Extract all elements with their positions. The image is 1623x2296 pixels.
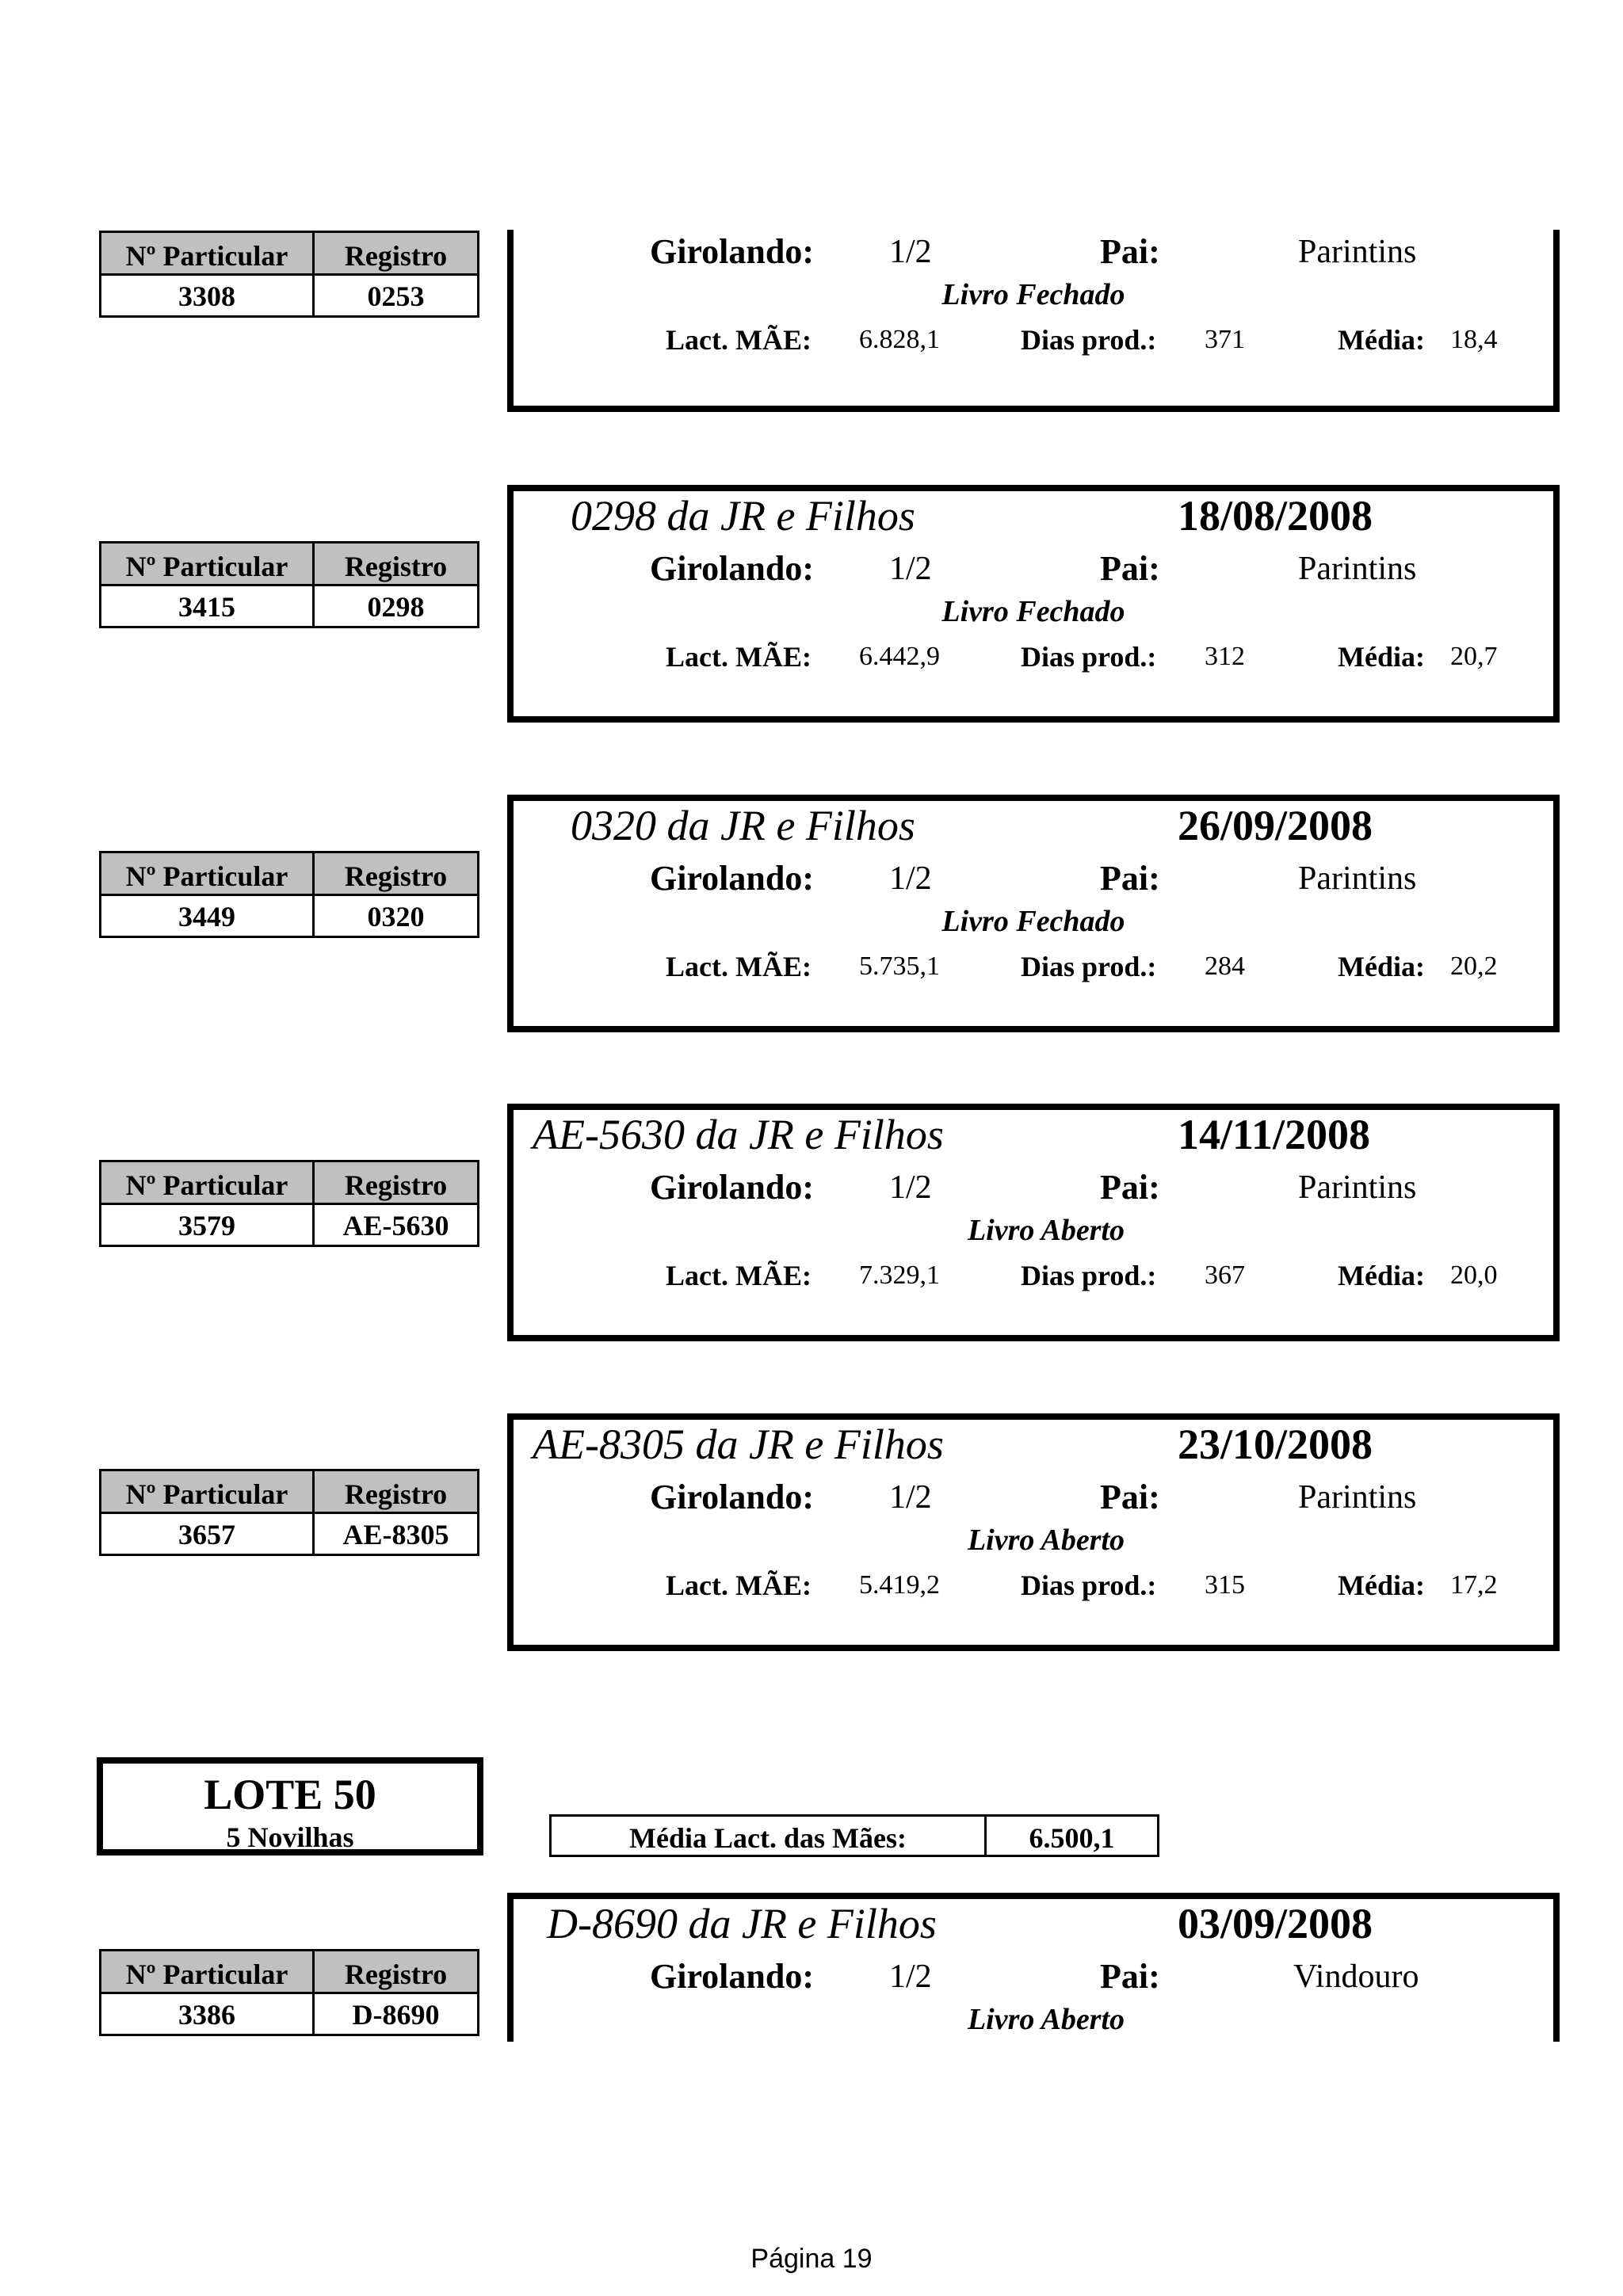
book-status: Livro Fechado <box>941 595 1125 628</box>
sire-label: Pai: <box>1100 859 1160 898</box>
sire-value: Parintins <box>1298 1479 1417 1516</box>
birth-date: 18/08/2008 <box>1178 492 1373 540</box>
sire-value: Parintins <box>1298 551 1417 587</box>
lact-label: Lact. MÃE: <box>666 1569 812 1601</box>
days-value: 367 <box>1205 1261 1245 1290</box>
registro-header: Registro <box>344 1478 448 1510</box>
registro-value: D-8690 <box>352 1999 440 2031</box>
registro-header: Registro <box>344 1958 448 1990</box>
animal-name: D-8690 da JR e Filhos <box>547 1900 937 1947</box>
sire-value: Parintins <box>1298 234 1417 270</box>
particular-value: 3449 <box>178 901 235 933</box>
avg-value: 17,2 <box>1450 1570 1498 1600</box>
particular-header: Nº Particular <box>125 1958 288 1990</box>
registro-value: 0320 <box>367 901 425 933</box>
lact-value: 5.419,2 <box>859 1570 940 1600</box>
particular-value: 3657 <box>178 1519 235 1550</box>
id-table <box>99 541 479 628</box>
animal-name: AE-5630 da JR e Filhos <box>533 1111 944 1158</box>
birth-date: 03/09/2008 <box>1178 1900 1373 1947</box>
book-status: Livro Fechado <box>941 278 1125 311</box>
id-table <box>99 851 479 938</box>
id-table <box>99 231 479 318</box>
id-table <box>99 1160 479 1247</box>
registro-header: Registro <box>344 240 448 272</box>
days-label: Dias prod.: <box>1021 951 1157 982</box>
breed-label: Girolando: <box>650 1168 815 1207</box>
days-value: 312 <box>1205 642 1245 671</box>
sire-label: Pai: <box>1100 1478 1160 1516</box>
sire-label: Pai: <box>1100 1957 1160 1996</box>
particular-header: Nº Particular <box>125 551 288 582</box>
registro-value: 0253 <box>367 280 425 312</box>
breed-label: Girolando: <box>650 1478 815 1516</box>
animal-name: 0320 da JR e Filhos <box>571 802 915 849</box>
breed-fraction: 1/2 <box>889 234 932 270</box>
particular-value: 3308 <box>178 280 235 312</box>
breed-fraction: 1/2 <box>889 551 932 587</box>
registro-value: 0298 <box>367 591 425 623</box>
animal-box <box>507 1104 1560 1341</box>
lact-value: 6.828,1 <box>859 325 940 354</box>
lact-label: Lact. MÃE: <box>666 641 812 673</box>
registro-value: AE-8305 <box>342 1519 449 1550</box>
avg-value: 20,7 <box>1450 642 1498 671</box>
page-number: Página 19 <box>750 2244 873 2274</box>
id-table <box>99 1949 479 2036</box>
animal-box <box>507 1893 1560 2042</box>
lote-subtitle: 5 Novilhas <box>226 1821 354 1853</box>
registro-header: Registro <box>344 551 448 582</box>
animal-box <box>507 485 1560 723</box>
days-label: Dias prod.: <box>1021 324 1157 356</box>
particular-header: Nº Particular <box>125 1478 288 1510</box>
breed-fraction: 1/2 <box>889 1479 932 1516</box>
media-lact-label: Média Lact. das Mães: <box>629 1822 907 1854</box>
days-value: 371 <box>1205 325 1245 354</box>
breed-label: Girolando: <box>650 549 815 588</box>
particular-value: 3386 <box>178 1999 235 2031</box>
days-value: 315 <box>1205 1570 1245 1600</box>
breed-label: Girolando: <box>650 859 815 898</box>
avg-value: 20,0 <box>1450 1261 1498 1290</box>
birth-date: 23/10/2008 <box>1178 1421 1373 1468</box>
lact-label: Lact. MÃE: <box>666 951 812 982</box>
breed-fraction: 1/2 <box>889 1169 932 1206</box>
days-label: Dias prod.: <box>1021 1260 1157 1291</box>
lact-label: Lact. MÃE: <box>666 324 812 356</box>
sire-value: Parintins <box>1298 1169 1417 1206</box>
sire-label: Pai: <box>1100 1168 1160 1207</box>
sire-label: Pai: <box>1100 232 1160 271</box>
days-value: 284 <box>1205 952 1245 981</box>
sire-label: Pai: <box>1100 549 1160 588</box>
particular-header: Nº Particular <box>125 240 288 272</box>
media-lact-value: 6.500,1 <box>1029 1822 1115 1854</box>
breed-label: Girolando: <box>650 1957 815 1996</box>
id-table <box>99 1469 479 1556</box>
particular-header: Nº Particular <box>125 860 288 892</box>
animal-name: 0298 da JR e Filhos <box>571 492 915 540</box>
registro-header: Registro <box>344 1169 448 1201</box>
particular-header: Nº Particular <box>125 1169 288 1201</box>
particular-value: 3415 <box>178 591 235 623</box>
breed-label: Girolando: <box>650 232 815 271</box>
media-lact-table <box>549 1814 1159 1857</box>
animal-box <box>507 230 1560 412</box>
avg-label: Média: <box>1338 1569 1425 1601</box>
birth-date: 14/11/2008 <box>1178 1111 1371 1158</box>
breed-fraction: 1/2 <box>889 860 932 897</box>
days-label: Dias prod.: <box>1021 641 1157 673</box>
animal-box <box>507 1413 1560 1651</box>
lote-title: LOTE 50 <box>204 1771 376 1818</box>
lact-label: Lact. MÃE: <box>666 1260 812 1291</box>
lact-value: 7.329,1 <box>859 1261 940 1290</box>
book-status: Livro Aberto <box>967 1524 1125 1557</box>
days-label: Dias prod.: <box>1021 1569 1157 1601</box>
lact-value: 5.735,1 <box>859 952 940 981</box>
avg-label: Média: <box>1338 324 1425 356</box>
book-status: Livro Aberto <box>967 2003 1125 2036</box>
registro-header: Registro <box>344 860 448 892</box>
breed-fraction: 1/2 <box>889 1958 932 1995</box>
avg-value: 18,4 <box>1450 325 1498 354</box>
avg-label: Média: <box>1338 951 1425 982</box>
animal-name: AE-8305 da JR e Filhos <box>533 1421 944 1468</box>
particular-value: 3579 <box>178 1210 235 1241</box>
book-status: Livro Fechado <box>941 905 1125 938</box>
book-status: Livro Aberto <box>967 1214 1125 1247</box>
sire-value: Parintins <box>1298 860 1417 897</box>
avg-label: Média: <box>1338 641 1425 673</box>
lote-box <box>97 1757 483 1855</box>
avg-value: 20,2 <box>1450 952 1498 981</box>
registro-value: AE-5630 <box>342 1210 449 1241</box>
birth-date: 26/09/2008 <box>1178 802 1373 849</box>
sire-value: Vindouro <box>1293 1958 1419 1995</box>
animal-box <box>507 795 1560 1032</box>
avg-label: Média: <box>1338 1260 1425 1291</box>
lact-value: 6.442,9 <box>859 642 940 671</box>
